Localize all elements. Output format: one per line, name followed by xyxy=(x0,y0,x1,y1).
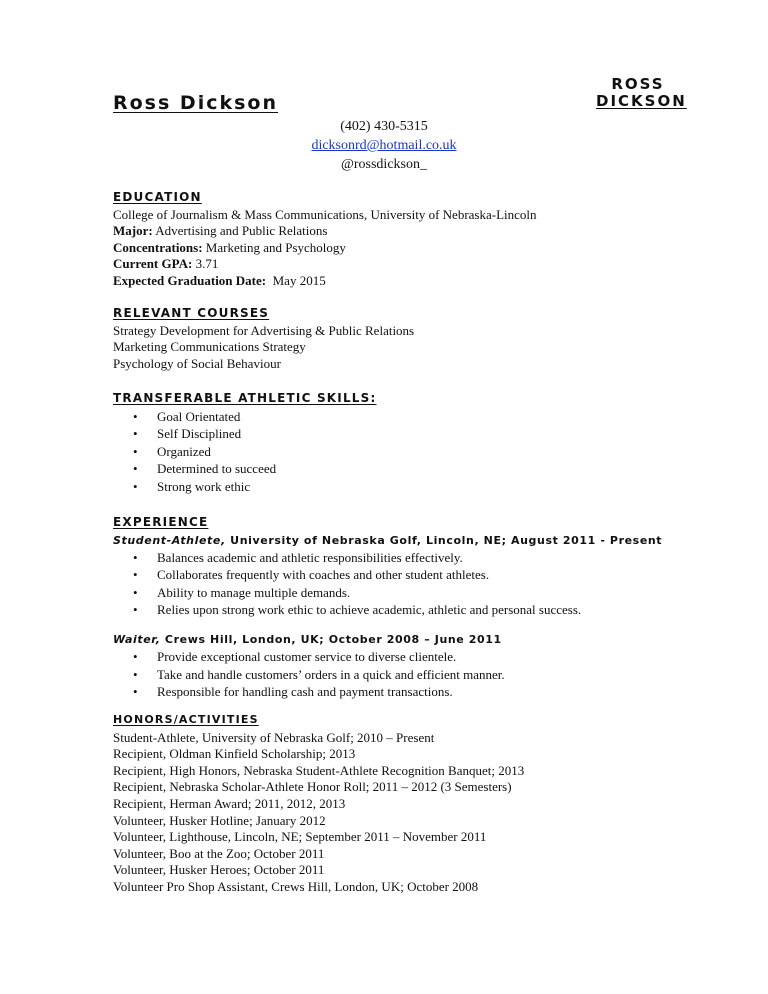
honor-item: Recipient, Nebraska Scholar-Athlete Honor Roll; 2011 – 2012 (3 Semesters) xyxy=(113,779,512,795)
honor-item: Volunteer, Boo at the Zoo; October 2011 xyxy=(113,845,325,861)
courses-section xyxy=(113,305,733,372)
job-duty-item: • Balances academic and athletic responsibilities effectively. xyxy=(113,549,733,567)
job-duty-item: • Responsible for handling cash and payment transactions. xyxy=(113,683,733,701)
section-heading-honors: HONORS/ACTIVITIES xyxy=(113,713,259,726)
resume-name: Ross Dickson xyxy=(113,92,278,114)
course-item: Marketing Communications Strategy xyxy=(113,339,306,355)
honor-item: Volunteer Pro Shop Assistant, Crews Hill, London, UK; October 2008 xyxy=(113,878,479,894)
job-heading-waiter: Waiter, Crews Hill, London, UK; October 2008 – June 2011 xyxy=(113,632,502,646)
education-major: Major: Advertising and Public Relations xyxy=(113,223,328,239)
experience-section xyxy=(113,514,733,701)
skill-item: • Goal Orientated xyxy=(113,408,733,426)
social-handle: @rossdickson_ xyxy=(340,157,427,172)
section-heading-skills: TRANSFERABLE ATHLETIC SKILLS: xyxy=(113,391,377,405)
honor-item: Volunteer, Husker Hotline; January 2012 xyxy=(113,812,326,828)
skill-item: • Determined to succeed xyxy=(113,460,733,478)
section-heading-experience: EXPERIENCE xyxy=(113,515,209,529)
job-duty-item: • Provide exceptional customer service to diverse clientele. xyxy=(113,648,733,666)
honor-item: Volunteer, Lighthouse, Lincoln, NE; September 2011 – November 2011 xyxy=(113,829,487,845)
phone-number: (402) 430-5315 xyxy=(340,119,428,134)
education-school: College of Journalism & Mass Communications, University of Nebraska-Lincoln xyxy=(113,206,537,222)
contact-block xyxy=(0,117,768,174)
course-item: Psychology of Social Behaviour xyxy=(113,355,281,371)
honor-item: Student-Athlete, University of Nebraska Golf; 2010 – Present xyxy=(113,729,435,745)
education-concentrations: Concentrations: Marketing and Psychology xyxy=(113,239,346,255)
education-gpa: Current GPA: 3.71 xyxy=(113,256,219,272)
education-graduation: Expected Graduation Date: May 2015 xyxy=(113,272,326,288)
logo-line-1: ROSS xyxy=(611,75,665,93)
job-duty-item: • Ability to manage multiple demands. xyxy=(113,584,733,602)
skill-item: • Self Disciplined xyxy=(113,425,733,443)
section-heading-education: EDUCATION xyxy=(113,190,202,204)
skill-item: • Strong work ethic xyxy=(113,478,733,496)
education-section xyxy=(113,189,733,290)
job-duty-item: • Collaborates frequently with coaches and other student athletes. xyxy=(113,566,733,584)
section-heading-courses: RELEVANT COURSES xyxy=(113,306,270,320)
honors-section xyxy=(113,712,733,896)
skills-section xyxy=(113,390,733,496)
honor-item: Recipient, High Honors, Nebraska Student-Athlete Recognition Banquet; 2013 xyxy=(113,762,525,778)
honor-item: Recipient, Herman Award; 2011, 2012, 2013 xyxy=(113,795,346,811)
honor-item: Volunteer, Husker Heroes; October 2011 xyxy=(113,862,325,878)
email-link[interactable]: dicksonrd@hotmail.co.uk xyxy=(311,138,457,153)
name-logo xyxy=(596,75,687,110)
logo-line-2: DICKSON xyxy=(596,92,687,110)
honor-item: Recipient, Oldman Kinfield Scholarship; 2013 xyxy=(113,746,356,762)
job-duty-item: • Relies upon strong work ethic to achieve academic, athletic and personal success. xyxy=(113,601,733,619)
course-item: Strategy Development for Advertising & Public Relations xyxy=(113,322,415,338)
job-heading-student-athlete: Student-Athlete, University of Nebraska Golf, Lincoln, NE; August 2011 - Present xyxy=(113,533,663,547)
skill-item: • Organized xyxy=(113,443,733,461)
job-duty-item: • Take and handle customers’ orders in a quick and efficient manner. xyxy=(113,666,733,684)
